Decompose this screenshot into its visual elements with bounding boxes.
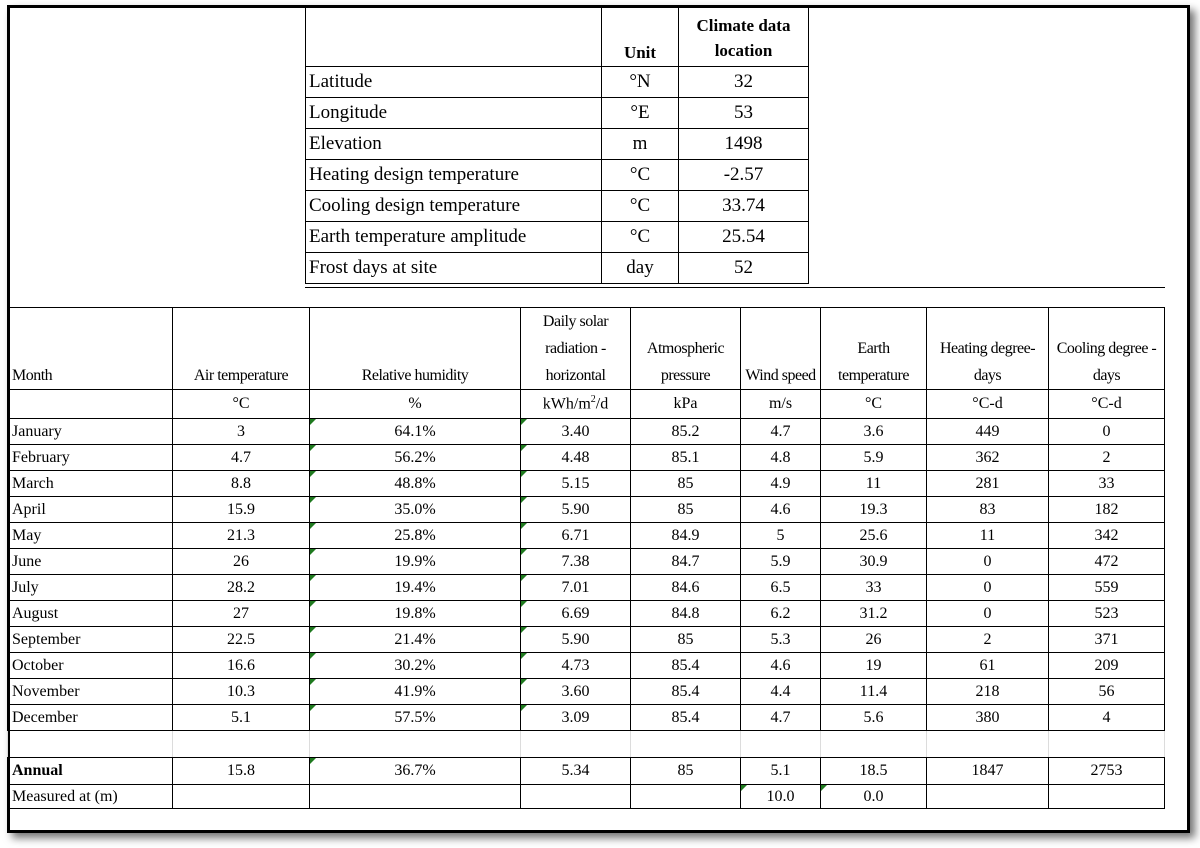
spacer-cell[interactable] <box>521 731 631 758</box>
location-value[interactable]: 32 <box>679 67 809 98</box>
monthly-climate-table <box>7 307 1165 809</box>
data-cell[interactable]: 5 <box>741 523 821 549</box>
data-cell[interactable]: 84.6 <box>631 575 741 601</box>
monthly-units-row <box>8 390 1165 419</box>
data-cell[interactable]: 85.1 <box>631 445 741 471</box>
location-row <box>306 67 809 98</box>
data-cell[interactable]: 4.7 <box>173 445 310 471</box>
data-cell[interactable]: 6.2 <box>741 601 821 627</box>
data-cell[interactable]: 11.4 <box>821 679 927 705</box>
data-cell[interactable]: 85.4 <box>631 705 741 731</box>
data-cell[interactable]: 5.90 <box>521 497 631 523</box>
unit-cell[interactable]: kWh/$m^2/d$ <box>521 390 631 419</box>
column-header[interactable]: Relative humidity <box>310 308 521 390</box>
annual-value[interactable]: 5.1 <box>741 758 821 785</box>
table-row <box>8 471 1165 497</box>
measured-value[interactable] <box>173 785 310 809</box>
spacer-cell[interactable] <box>8 731 173 758</box>
table-row <box>8 575 1165 601</box>
location-row <box>306 222 809 253</box>
unit-cell[interactable]: kPa <box>631 390 741 419</box>
data-cell[interactable]: 281 <box>927 471 1049 497</box>
location-label[interactable]: Elevation <box>306 129 602 160</box>
annual-value[interactable]: 15.8 <box>173 758 310 785</box>
data-cell[interactable]: 4.7 <box>741 705 821 731</box>
data-cell[interactable]: 5.15 <box>521 471 631 497</box>
data-cell[interactable]: 218 <box>927 679 1049 705</box>
annual-value[interactable]: 2753 <box>1049 758 1165 785</box>
measured-value[interactable]: 10.0 <box>741 785 821 809</box>
data-cell[interactable]: 16.6 <box>173 653 310 679</box>
data-cell[interactable]: 7.38 <box>521 549 631 575</box>
data-cell[interactable]: 0 <box>927 549 1049 575</box>
data-cell[interactable]: 30.2% <box>310 653 521 679</box>
data-cell[interactable]: 5.9 <box>821 445 927 471</box>
annual-value[interactable]: 36.7% <box>310 758 521 785</box>
column-header[interactable]: Wind speed <box>741 308 821 390</box>
location-label[interactable]: Longitude <box>306 98 602 129</box>
data-cell[interactable]: 19.3 <box>821 497 927 523</box>
column-header[interactable]: Heating degree-days <box>927 308 1049 390</box>
location-label[interactable]: Latitude <box>306 67 602 98</box>
annual-value[interactable]: 85 <box>631 758 741 785</box>
data-cell[interactable]: 0 <box>927 575 1049 601</box>
measured-value[interactable] <box>521 785 631 809</box>
data-cell[interactable]: 342 <box>1049 523 1165 549</box>
data-cell[interactable]: 559 <box>1049 575 1165 601</box>
data-cell[interactable]: 10.3 <box>173 679 310 705</box>
spacer-cell[interactable] <box>741 731 821 758</box>
month-name[interactable]: August <box>8 601 173 627</box>
data-cell[interactable]: 83 <box>927 497 1049 523</box>
data-cell[interactable]: 85 <box>631 497 741 523</box>
data-cell[interactable]: 19.4% <box>310 575 521 601</box>
month-name[interactable]: May <box>8 523 173 549</box>
data-cell[interactable]: 0 <box>1049 419 1165 445</box>
month-name[interactable]: February <box>8 445 173 471</box>
month-name[interactable]: March <box>8 471 173 497</box>
data-cell[interactable]: 33 <box>821 575 927 601</box>
data-cell[interactable]: 25.8% <box>310 523 521 549</box>
data-cell[interactable]: 3 <box>173 419 310 445</box>
measured-value[interactable] <box>631 785 741 809</box>
data-cell[interactable]: 5.3 <box>741 627 821 653</box>
data-cell[interactable]: 5.90 <box>521 627 631 653</box>
location-row <box>306 129 809 160</box>
data-cell[interactable]: 362 <box>927 445 1049 471</box>
table-row <box>8 497 1165 523</box>
data-cell[interactable]: 4.4 <box>741 679 821 705</box>
table-row <box>8 549 1165 575</box>
data-cell[interactable]: 33 <box>1049 471 1165 497</box>
location-unit[interactable]: °C <box>602 222 679 253</box>
data-cell[interactable]: 2 <box>1049 445 1165 471</box>
unit-cell[interactable]: °C <box>821 390 927 419</box>
table-divider-line <box>305 287 1165 288</box>
column-header[interactable]: Air temperature <box>173 308 310 390</box>
data-cell[interactable]: 64.1% <box>310 419 521 445</box>
data-cell[interactable]: 182 <box>1049 497 1165 523</box>
data-cell[interactable]: 85.2 <box>631 419 741 445</box>
data-cell[interactable]: 4.8 <box>741 445 821 471</box>
data-cell[interactable]: 3.09 <box>521 705 631 731</box>
data-cell[interactable]: 0 <box>927 601 1049 627</box>
annual-value[interactable]: 18.5 <box>821 758 927 785</box>
data-cell[interactable]: 4.48 <box>521 445 631 471</box>
data-cell[interactable]: 4.9 <box>741 471 821 497</box>
data-cell[interactable]: 8.8 <box>173 471 310 497</box>
data-cell[interactable]: 56 <box>1049 679 1165 705</box>
data-cell[interactable]: 11 <box>927 523 1049 549</box>
data-cell[interactable]: 7.01 <box>521 575 631 601</box>
month-name[interactable]: June <box>8 549 173 575</box>
location-unit[interactable]: day <box>602 253 679 284</box>
data-cell[interactable]: 28.2 <box>173 575 310 601</box>
data-cell[interactable]: 449 <box>927 419 1049 445</box>
unit-cell[interactable]: °C-d <box>1049 390 1165 419</box>
data-cell[interactable]: 61 <box>927 653 1049 679</box>
location-header-row <box>306 8 809 67</box>
table-row <box>8 627 1165 653</box>
annual-label[interactable]: Annual <box>8 758 173 785</box>
data-cell[interactable]: 26 <box>173 549 310 575</box>
data-cell[interactable]: 85.4 <box>631 679 741 705</box>
data-cell[interactable]: 31.2 <box>821 601 927 627</box>
location-value[interactable]: 52 <box>679 253 809 284</box>
location-header-unit[interactable]: Unit <box>602 8 679 67</box>
data-cell[interactable]: 209 <box>1049 653 1165 679</box>
data-cell[interactable]: 4.7 <box>741 419 821 445</box>
data-cell[interactable]: 5.1 <box>173 705 310 731</box>
monthly-header-row <box>8 308 1165 390</box>
month-name[interactable]: April <box>8 497 173 523</box>
data-cell[interactable]: 30.9 <box>821 549 927 575</box>
unit-cell[interactable] <box>8 390 173 419</box>
location-row <box>306 160 809 191</box>
data-cell[interactable]: 3.60 <box>521 679 631 705</box>
data-cell[interactable]: 19.9% <box>310 549 521 575</box>
data-cell[interactable]: 6.5 <box>741 575 821 601</box>
data-cell[interactable]: 48.8% <box>310 471 521 497</box>
location-label[interactable]: Cooling design temperature <box>306 191 602 222</box>
unit-cell[interactable]: m/s <box>741 390 821 419</box>
data-cell[interactable]: 3.40 <box>521 419 631 445</box>
month-name[interactable]: October <box>8 653 173 679</box>
data-cell[interactable]: 19.8% <box>310 601 521 627</box>
unit-cell[interactable]: % <box>310 390 521 419</box>
column-header[interactable]: Month <box>8 308 173 390</box>
location-value[interactable]: 33.74 <box>679 191 809 222</box>
data-cell[interactable]: 84.9 <box>631 523 741 549</box>
data-cell[interactable]: 25.6 <box>821 523 927 549</box>
measured-value[interactable]: 0.0 <box>821 785 927 809</box>
location-unit[interactable]: °C <box>602 191 679 222</box>
spacer-cell[interactable] <box>310 731 521 758</box>
data-cell[interactable]: 85 <box>631 471 741 497</box>
location-row <box>306 98 809 129</box>
column-header[interactable]: Cooling degree - days <box>1049 308 1165 390</box>
month-name[interactable]: July <box>8 575 173 601</box>
spacer-cell[interactable] <box>631 731 741 758</box>
month-name[interactable]: January <box>8 419 173 445</box>
data-cell[interactable]: 84.8 <box>631 601 741 627</box>
data-cell[interactable]: 84.7 <box>631 549 741 575</box>
data-cell[interactable]: 85 <box>631 627 741 653</box>
location-value[interactable]: -2.57 <box>679 160 809 191</box>
data-cell[interactable]: 4.6 <box>741 653 821 679</box>
data-cell[interactable]: 57.5% <box>310 705 521 731</box>
measured-value[interactable] <box>310 785 521 809</box>
location-label[interactable]: Frost days at site <box>306 253 602 284</box>
location-label[interactable]: Earth temperature amplitude <box>306 222 602 253</box>
spacer-cell[interactable] <box>821 731 927 758</box>
location-unit[interactable]: °E <box>602 98 679 129</box>
month-name[interactable]: November <box>8 679 173 705</box>
data-cell[interactable]: 6.71 <box>521 523 631 549</box>
location-header-blank[interactable] <box>306 8 602 67</box>
column-header[interactable]: Atmospheric pressure <box>631 308 741 390</box>
location-value[interactable]: 53 <box>679 98 809 129</box>
location-value[interactable]: 1498 <box>679 129 809 160</box>
location-unit[interactable]: °N <box>602 67 679 98</box>
location-table <box>305 7 809 284</box>
data-cell[interactable]: 27 <box>173 601 310 627</box>
data-cell[interactable]: 4.73 <box>521 653 631 679</box>
data-cell[interactable]: 85.4 <box>631 653 741 679</box>
data-cell[interactable]: 19 <box>821 653 927 679</box>
data-cell[interactable]: 371 <box>1049 627 1165 653</box>
location-row <box>306 253 809 284</box>
table-row <box>8 523 1165 549</box>
data-cell[interactable]: 2 <box>927 627 1049 653</box>
data-cell[interactable]: 41.9% <box>310 679 521 705</box>
table-row <box>8 601 1165 627</box>
spacer-cell[interactable] <box>927 731 1049 758</box>
unit-cell[interactable]: °C-d <box>927 390 1049 419</box>
location-unit[interactable]: m <box>602 129 679 160</box>
measured-label[interactable]: Measured at (m) <box>8 785 173 809</box>
location-label[interactable]: Heating design temperature <box>306 160 602 191</box>
data-cell[interactable]: 26 <box>821 627 927 653</box>
data-cell[interactable]: 15.9 <box>173 497 310 523</box>
measured-row <box>8 785 1165 809</box>
unit-cell[interactable]: °C <box>173 390 310 419</box>
data-cell[interactable]: 6.69 <box>521 601 631 627</box>
data-cell[interactable]: 21.4% <box>310 627 521 653</box>
table-row <box>8 653 1165 679</box>
table-row <box>8 679 1165 705</box>
annual-value[interactable]: 1847 <box>927 758 1049 785</box>
data-cell[interactable]: 380 <box>927 705 1049 731</box>
table-row <box>8 419 1165 445</box>
spacer-row <box>8 731 1165 758</box>
month-name[interactable]: September <box>8 627 173 653</box>
data-cell[interactable]: 56.2% <box>310 445 521 471</box>
measured-value[interactable] <box>927 785 1049 809</box>
location-row <box>306 191 809 222</box>
data-cell[interactable]: 22.5 <box>173 627 310 653</box>
data-cell[interactable]: 35.0% <box>310 497 521 523</box>
data-cell[interactable]: 4.6 <box>741 497 821 523</box>
month-name[interactable]: December <box>8 705 173 731</box>
annual-row <box>8 758 1165 785</box>
column-header[interactable]: Earth temperature <box>821 308 927 390</box>
spacer-cell[interactable] <box>1049 731 1165 758</box>
data-cell[interactable]: 523 <box>1049 601 1165 627</box>
data-cell[interactable]: 21.3 <box>173 523 310 549</box>
location-header-location[interactable]: Climate data location <box>679 8 809 67</box>
measured-value[interactable] <box>1049 785 1165 809</box>
data-cell[interactable]: 5.9 <box>741 549 821 575</box>
data-cell[interactable]: 472 <box>1049 549 1165 575</box>
table-row <box>8 445 1165 471</box>
location-unit[interactable]: °C <box>602 160 679 191</box>
spacer-cell[interactable] <box>173 731 310 758</box>
data-cell[interactable]: 4 <box>1049 705 1165 731</box>
column-header[interactable]: Daily solar radiation - horizontal <box>521 308 631 390</box>
data-cell[interactable]: 11 <box>821 471 927 497</box>
data-cell[interactable]: 5.6 <box>821 705 927 731</box>
location-value[interactable]: 25.54 <box>679 222 809 253</box>
data-cell[interactable]: 3.6 <box>821 419 927 445</box>
table-row <box>8 705 1165 731</box>
annual-value[interactable]: 5.34 <box>521 758 631 785</box>
